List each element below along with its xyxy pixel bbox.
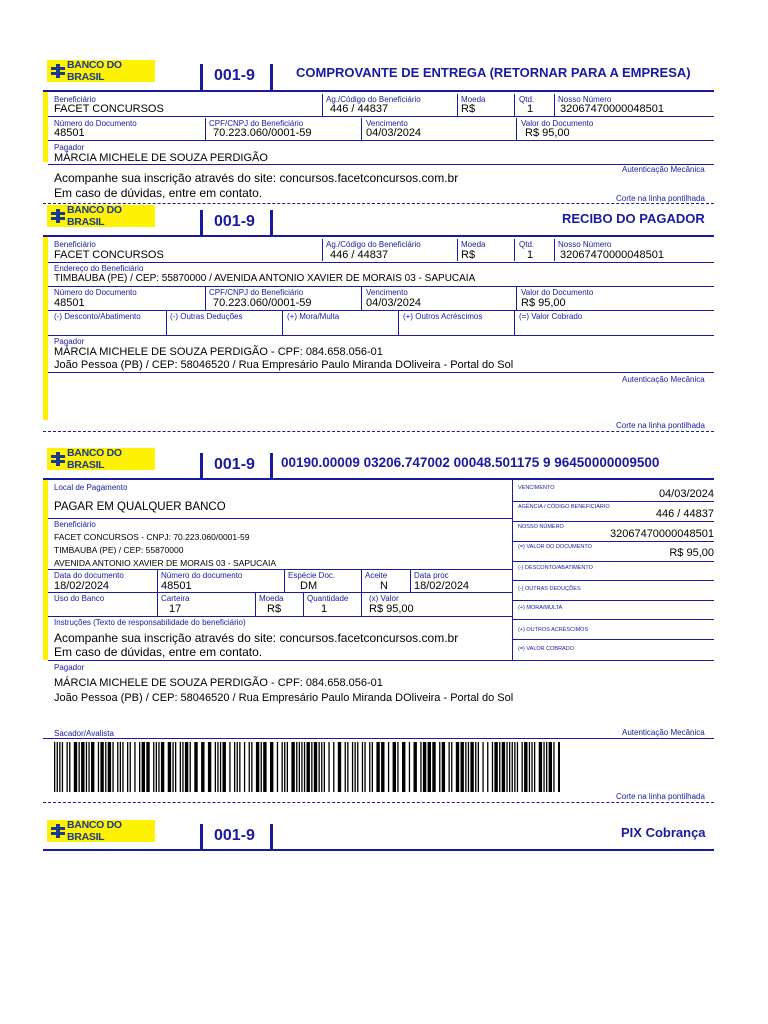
- label-beneficiario: Beneficiário: [54, 95, 96, 104]
- label-valor-doc: Valor do Documento: [521, 288, 594, 297]
- value-qtd: 1: [527, 103, 534, 115]
- divider: [516, 118, 517, 140]
- label-agencia: AGÊNCIA / CÓDIGO BENEFICIÁRIO: [518, 504, 610, 510]
- value-endereco: TIMBAUBA (PE) / CEP: 55870000 / AVENIDA ANTONIO XAVIER DE MORAIS 03 - SAPUCAIA: [54, 273, 476, 284]
- value-valor-doc: R$ 95,00: [669, 547, 714, 559]
- divider: [205, 118, 206, 140]
- autenticacao-mecanica: Autenticação Mecânica: [622, 728, 705, 737]
- label-nosso-numero: NOSSO NÚMERO: [518, 524, 564, 530]
- divider: [457, 239, 458, 261]
- value-cpf-cnpj: 70.223.060/0001-59: [213, 127, 312, 139]
- barcode: [54, 742, 560, 792]
- row-rule: [512, 521, 714, 522]
- label-valor-cobrado: (=) Valor Cobrado: [519, 312, 583, 321]
- row-rule: [512, 541, 714, 542]
- yellow-margin-bar: [43, 237, 48, 420]
- bank-logo-icon: [51, 824, 64, 838]
- label-carteira: Carteira: [161, 594, 190, 603]
- value-beneficiario-endereco: AVENIDA ANTONIO XAVIER DE MORAIS 03 - SAPUCAIA: [54, 558, 277, 568]
- value-num-doc: 48501: [54, 297, 85, 309]
- comprovante-title: COMPROVANTE DE ENTREGA (RETORNAR PARA A EMPRESA): [296, 65, 691, 80]
- row-rule: [48, 372, 714, 373]
- label-quantidade: Quantidade: [307, 594, 349, 603]
- row-rule: [512, 561, 714, 562]
- row-rule: [512, 619, 714, 620]
- label-vencimento: Vencimento: [366, 288, 408, 297]
- message-line: Acompanhe sua inscrição através do site: concursos.facetconcursos.com.br: [54, 631, 459, 645]
- bank-logo-text: BANCO DO BRASIL: [67, 819, 122, 843]
- bank-logo-icon: [51, 452, 64, 466]
- label-mora: (+) Mora/Multa: [287, 312, 340, 321]
- label-qtd: Qtd.: [519, 240, 535, 249]
- yellow-margin-bar: [43, 92, 48, 162]
- value-moeda: R$: [267, 603, 282, 615]
- value-beneficiario: FACET CONCURSOS - CNPJ: 70.223.060/0001-59: [54, 532, 250, 542]
- value-num-doc: 48501: [54, 127, 85, 139]
- label-data-documento: Data do documento: [54, 571, 124, 580]
- label-mora: (+) MORA/MULTA: [518, 605, 563, 611]
- yellow-margin-bar: [43, 480, 48, 660]
- bank-logo-text: BANCO DO BRASIL: [67, 204, 122, 228]
- label-uso-banco: Uso do Banco: [54, 594, 105, 603]
- value-vencimento: 04/03/2024: [658, 488, 714, 500]
- linha-digitavel: 00190.00009 03206.747002 00048.501175 9 96450000009500: [281, 455, 660, 470]
- label-desconto: (-) DESCONTO/ABATIMENTO: [518, 565, 593, 571]
- value-nosso-numero: 32067470000048501: [560, 103, 665, 115]
- divider: [514, 239, 515, 261]
- label-pagador: Pagador: [54, 663, 85, 672]
- message-line: Em caso de dúvidas, entre em contato.: [54, 645, 263, 659]
- value-vencimento: 04/03/2024: [366, 127, 422, 139]
- label-vencimento: VENCIMENTO: [518, 485, 555, 491]
- label-data-proc: Data proc: [414, 571, 449, 580]
- value-aceite: N: [380, 580, 388, 592]
- label-outros-acrescimos: (+) OUTROS ACRÉSCIMOS: [518, 627, 589, 633]
- bank-code-divider: [200, 64, 203, 90]
- autenticacao-mecanica: Autenticação Mecânica: [622, 375, 705, 384]
- row-rule: [48, 616, 512, 617]
- divider: [205, 287, 206, 311]
- row-rule: [48, 310, 714, 311]
- label-especie-doc: Espécie Doc.: [288, 571, 336, 580]
- divider: [322, 94, 323, 116]
- label-nosso-numero: Nosso Número: [558, 95, 612, 104]
- label-moeda: Moeda: [259, 594, 284, 603]
- section-rule: [43, 849, 714, 851]
- bank-logo: [47, 448, 155, 470]
- divider: [514, 311, 515, 335]
- value-vencimento: 04/03/2024: [366, 297, 422, 309]
- label-beneficiario: Beneficiário: [54, 240, 96, 249]
- divider: [166, 311, 167, 335]
- section-rule: [43, 90, 714, 92]
- label-sacador: Sacador/Avalista: [54, 729, 114, 738]
- message-line: Em caso de dúvidas, entre em contato.: [54, 186, 263, 200]
- divider: [516, 287, 517, 311]
- value-valor-doc: R$ 95,00: [521, 297, 566, 309]
- label-cpf-cnpj: CPF/CNPJ do Beneficiário: [209, 288, 304, 297]
- cut-line: [43, 802, 714, 803]
- bank-code-divider: [270, 64, 273, 90]
- divider: [554, 239, 555, 261]
- label-pagador: Pagador: [54, 337, 85, 346]
- label-pagador: Pagador: [54, 143, 85, 152]
- bank-code-divider: [200, 210, 203, 236]
- divider: [398, 311, 399, 335]
- divider: [361, 570, 362, 616]
- label-instrucoes: Instruções (Texto de responsabilidade do beneficiário): [54, 618, 246, 627]
- row-rule: [48, 286, 714, 287]
- divider: [410, 570, 411, 592]
- bank-logo-text: BANCO DO BRASIL: [67, 59, 122, 83]
- label-aceite: Aceite: [365, 571, 388, 580]
- bank-code-divider: [270, 824, 273, 850]
- divider: [284, 570, 285, 592]
- autenticacao-mecanica: Autenticação Mecânica: [622, 165, 705, 174]
- divider: [303, 593, 304, 616]
- value-beneficiario: FACET CONCURSOS: [54, 249, 164, 261]
- divider: [457, 94, 458, 116]
- label-moeda: Moeda: [461, 95, 486, 104]
- bank-code-divider: [200, 824, 203, 850]
- value-especie-doc: DM: [300, 580, 318, 592]
- corte-linha: Corte na linha pontilhada: [616, 792, 705, 801]
- divider: [157, 570, 158, 616]
- label-cpf-cnpj: CPF/CNPJ do Beneficiário: [209, 119, 304, 128]
- bank-code: 001-9: [214, 456, 255, 473]
- value-moeda: R$: [461, 103, 476, 115]
- label-local-pagamento: Local de Pagamento: [54, 483, 128, 492]
- label-outras-deducoes: (-) Outras Deduções: [170, 312, 243, 321]
- label-valor-cobrado: (=) VALOR COBRADO: [518, 646, 574, 652]
- value-pagador: MÁRCIA MICHELE DE SOUZA PERDIGÃO: [54, 152, 268, 164]
- divider: [282, 311, 283, 335]
- corte-linha: Corte na linha pontilhada: [616, 421, 705, 430]
- row-rule: [512, 501, 714, 502]
- value-data-proc: 18/02/2024: [414, 580, 470, 592]
- bank-logo: [47, 820, 155, 842]
- row-rule: [48, 164, 714, 165]
- value-pagador: MÁRCIA MICHELE DE SOUZA PERDIGÃO - CPF: 084.658.056-01: [54, 677, 383, 689]
- label-numero-documento: Número do documento: [161, 571, 243, 580]
- divider: [361, 287, 362, 311]
- label-desconto: (-) Desconto/Abatimento: [54, 312, 141, 321]
- label-valor-doc: Valor do Documento: [521, 119, 594, 128]
- label-valor-doc: (=) VALOR DO DOCUMENTO: [518, 544, 592, 550]
- value-nosso-numero: 32067470000048501: [560, 249, 665, 261]
- row-rule: [48, 569, 512, 570]
- row-rule: [512, 639, 714, 640]
- label-moeda: Moeda: [461, 240, 486, 249]
- label-outros-acrescimos: (+) Outros Acréscimos: [403, 312, 483, 321]
- section-rule: [43, 235, 714, 237]
- divider: [361, 118, 362, 140]
- label-x-valor: (x) Valor: [369, 594, 399, 603]
- row-rule: [48, 140, 714, 141]
- value-agencia: 446 / 44837: [330, 103, 389, 115]
- value-numero-documento: 48501: [161, 580, 192, 592]
- value-pagador-endereco: João Pessoa (PB) / CEP: 58046520 / Rua Empresário Paulo Miranda DOliveira - Portal do Sol: [54, 692, 514, 704]
- bank-logo-icon: [51, 209, 64, 223]
- section-rule: [43, 478, 714, 480]
- value-data-documento: 18/02/2024: [54, 580, 110, 592]
- row-rule: [48, 262, 714, 263]
- bank-code: 001-9: [214, 213, 255, 230]
- label-vencimento: Vencimento: [366, 119, 408, 128]
- label-num-doc: Número do Documento: [54, 119, 137, 128]
- value-beneficiario: FACET CONCURSOS: [54, 103, 164, 115]
- value-qtd: 1: [527, 249, 534, 261]
- right-column-divider: [512, 480, 513, 660]
- bank-code-divider: [200, 453, 203, 479]
- cut-line: [43, 431, 714, 432]
- divider: [255, 593, 256, 616]
- value-agencia: 446 / 44837: [330, 249, 389, 261]
- value-nosso-numero: 32067470000048501: [609, 528, 714, 540]
- row-rule: [48, 116, 714, 117]
- divider: [322, 239, 323, 261]
- row-rule: [512, 580, 714, 581]
- label-num-doc: Número do Documento: [54, 288, 137, 297]
- bank-logo-icon: [51, 64, 64, 78]
- value-local-pagamento: PAGAR EM QUALQUER BANCO: [54, 501, 226, 513]
- bank-logo: [47, 205, 155, 227]
- value-pagador-endereco: João Pessoa (PB) / CEP: 58046520 / Rua Empresário Paulo Miranda DOliveira - Portal do Sol: [54, 359, 514, 371]
- row-rule: [48, 335, 714, 336]
- value-agencia: 446 / 44837: [655, 508, 714, 520]
- bank-logo-text: BANCO DO BRASIL: [67, 447, 122, 471]
- pix-title: PIX Cobrança: [621, 825, 706, 840]
- divider: [514, 94, 515, 116]
- recibo-title: RECIBO DO PAGADOR: [562, 211, 705, 226]
- label-qtd: Qtd.: [519, 95, 535, 104]
- value-carteira: 17: [169, 603, 182, 615]
- value-beneficiario-cidade: TIMBAUBA (PE) / CEP: 55870000: [54, 545, 184, 555]
- bank-logo: [47, 60, 155, 82]
- bank-code-divider: [270, 453, 273, 479]
- divider: [554, 94, 555, 116]
- corte-linha: Corte na linha pontilhada: [616, 194, 705, 203]
- bank-code: 001-9: [214, 827, 255, 844]
- value-cpf-cnpj: 70.223.060/0001-59: [213, 297, 312, 309]
- bank-code: 001-9: [214, 67, 255, 84]
- message-line: Acompanhe sua inscrição através do site: concursos.facetconcursos.com.br: [54, 171, 459, 185]
- row-rule: [512, 600, 714, 601]
- row-rule: [48, 518, 512, 519]
- value-x-valor: R$ 95,00: [369, 603, 414, 615]
- label-endereco: Endereço do Beneficiário: [54, 264, 144, 273]
- bank-code-divider: [270, 210, 273, 236]
- label-beneficiario: Beneficiário: [54, 520, 96, 529]
- label-outras-deducoes: (-) OUTRAS DEDUÇÕES: [518, 586, 581, 592]
- value-moeda: R$: [461, 249, 476, 261]
- row-rule: [43, 738, 714, 739]
- value-pagador: MÁRCIA MICHELE DE SOUZA PERDIGÃO - CPF: 084.658.056-01: [54, 346, 383, 358]
- value-quantidade: 1: [321, 603, 328, 615]
- row-rule: [48, 592, 512, 593]
- label-nosso-numero: Nosso Número: [558, 240, 612, 249]
- row-rule: [48, 660, 714, 661]
- value-valor-doc: R$ 95,00: [525, 127, 570, 139]
- label-agencia: Ag./Código do Beneficiário: [326, 95, 421, 104]
- label-agencia: Ag./Código do Beneficiário: [326, 240, 421, 249]
